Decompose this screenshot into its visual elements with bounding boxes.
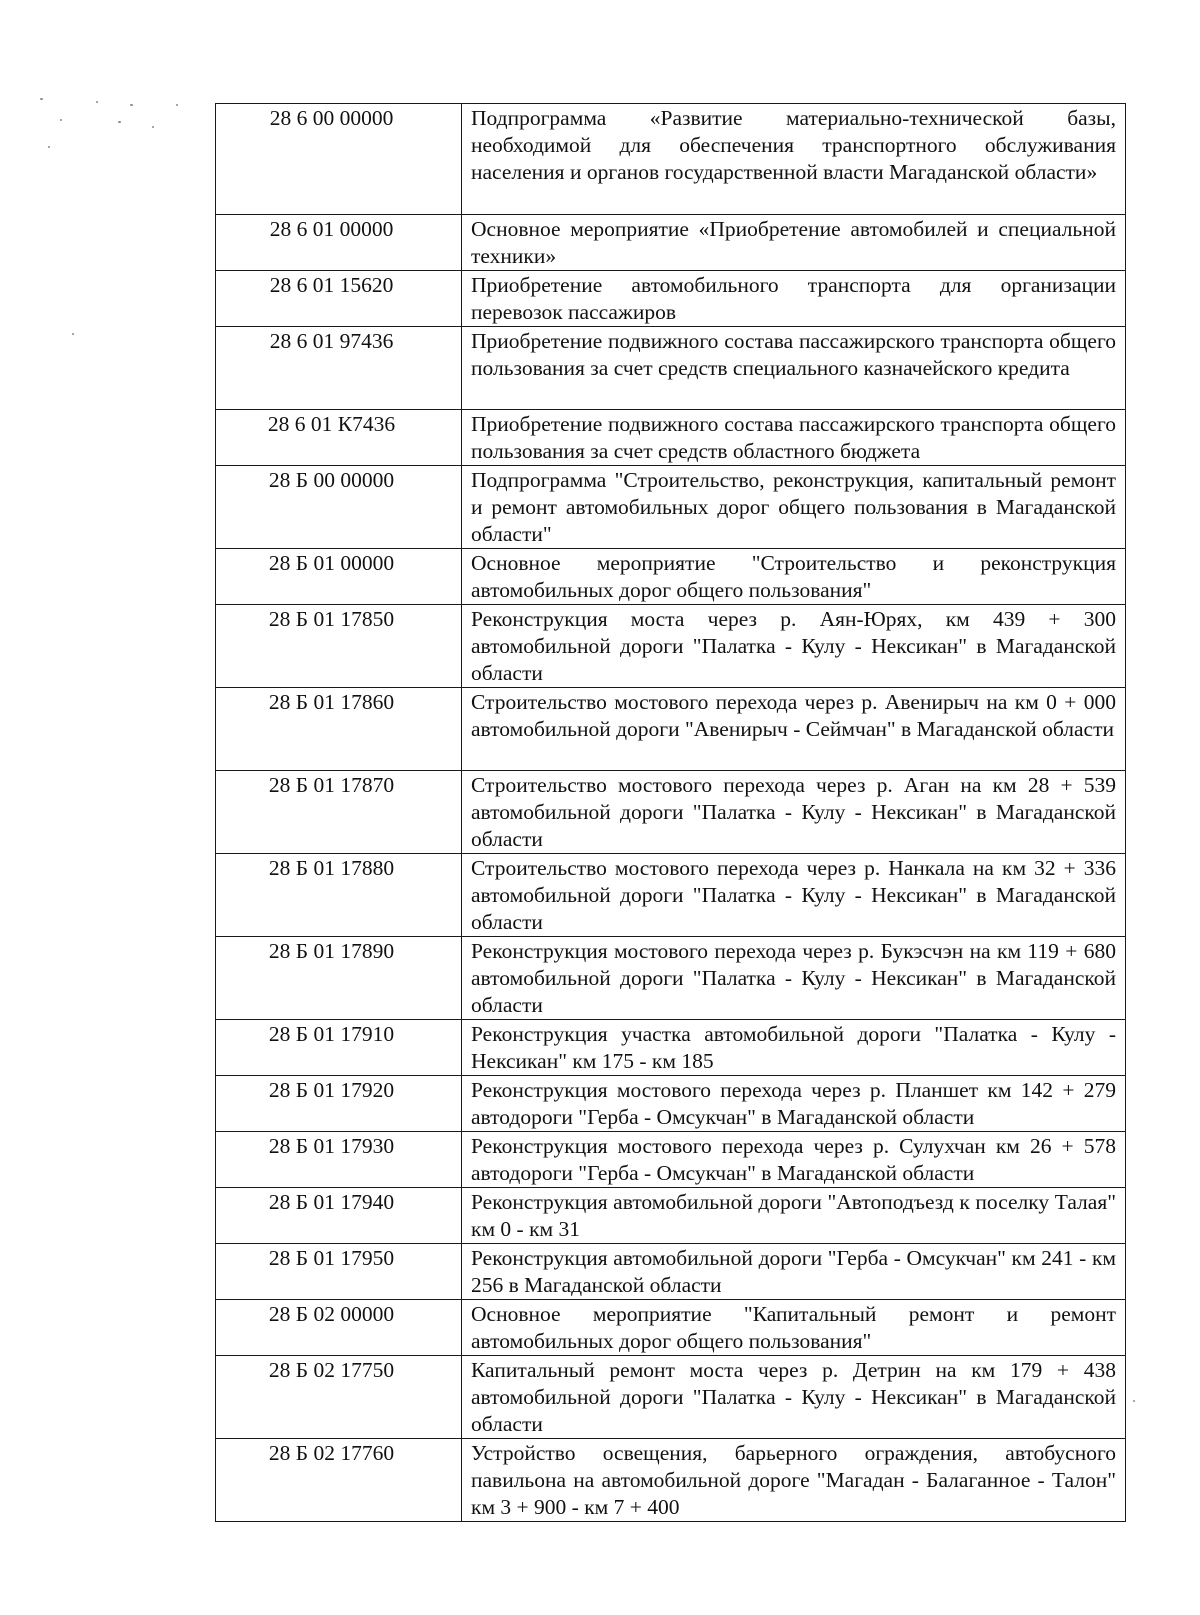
table-row: [216, 605, 1126, 688]
row-description: Подпрограмма "Строительство, реконструкция, капитальный ремонт и ремонт автомобильных дорог общего пользования в Магаданской области": [462, 466, 1126, 549]
row-code: 28 Б 00 00000: [216, 466, 462, 549]
row-description: Реконструкция моста через р. Аян-Юрях, км 439 + 300 автомобильной дороги "Палатка - Кулу - Нексикан" в Магаданской области: [462, 605, 1126, 688]
scan-speck: [60, 119, 62, 121]
row-description: Реконструкция участка автомобильной дороги "Палатка - Кулу - Нексикан" км 175 - км 185: [462, 1020, 1126, 1076]
row-code: 28 Б 02 00000: [216, 1300, 462, 1356]
row-description: Основное мероприятие "Капитальный ремонт и ремонт автомобильных дорог общего пользования": [462, 1300, 1126, 1356]
row-code: 28 Б 01 17850: [216, 605, 462, 688]
table-row: [216, 937, 1126, 1020]
row-description: Приобретение подвижного состава пассажирского транспорта общего пользования за счет средств областного бюджета: [462, 410, 1126, 466]
scan-speck: [48, 146, 50, 148]
row-code: 28 6 01 97436: [216, 327, 462, 410]
row-code: 28 Б 02 17760: [216, 1439, 462, 1522]
row-description: Строительство мостового перехода через р. Аган на км 28 + 539 автомобильной дороги "Палатка - Кулу - Нексикан" в Магаданской области: [462, 771, 1126, 854]
table-row: [216, 1244, 1126, 1300]
codes-table: [215, 103, 1126, 1522]
scan-speck: [96, 101, 98, 103]
table-row: [216, 1132, 1126, 1188]
row-code: 28 Б 01 17890: [216, 937, 462, 1020]
row-code: 28 Б 01 17880: [216, 854, 462, 937]
scan-speck: [118, 121, 121, 123]
table-row: [216, 1356, 1126, 1439]
row-code: 28 6 00 00000: [216, 104, 462, 215]
row-code: 28 Б 01 17950: [216, 1244, 462, 1300]
row-code: 28 Б 02 17750: [216, 1356, 462, 1439]
table-row: [216, 688, 1126, 771]
table-row: [216, 215, 1126, 271]
row-description: Приобретение подвижного состава пассажирского транспорта общего пользования за счет средств специального казначейского кредита: [462, 327, 1126, 410]
row-description: Реконструкция мостового перехода через р. Сулухчан км 26 + 578 автодороги "Герба - Омсукчан" в Магаданской области: [462, 1132, 1126, 1188]
table-row: [216, 549, 1126, 605]
table-row: [216, 271, 1126, 327]
row-code: 28 Б 01 17870: [216, 771, 462, 854]
row-description: Строительство мостового перехода через р. Нанкала на км 32 + 336 автомобильной дороги "Палатка - Кулу - Нексикан" в Магаданской области: [462, 854, 1126, 937]
scan-speck: [130, 104, 133, 106]
row-code: 28 Б 01 17930: [216, 1132, 462, 1188]
row-code: 28 6 01 00000: [216, 215, 462, 271]
table-row: [216, 327, 1126, 410]
scan-speck: [1133, 1400, 1135, 1402]
table-row: [216, 1300, 1126, 1356]
row-description: Реконструкция мостового перехода через р. Планшет км 142 + 279 автодороги "Герба - Омсукчан" в Магаданской области: [462, 1076, 1126, 1132]
row-code: 28 Б 01 17920: [216, 1076, 462, 1132]
row-code: 28 Б 01 17910: [216, 1020, 462, 1076]
table-row: [216, 104, 1126, 215]
row-description: Строительство мостового перехода через р. Авенирыч на км 0 + 000 автомобильной дороги "Авенирыч - Сеймчан" в Магаданской области: [462, 688, 1126, 771]
table-row: [216, 466, 1126, 549]
row-description: Реконструкция мостового перехода через р. Букэсчэн на км 119 + 680 автомобильной дороги "Палатка - Кулу - Нексикан" в Магаданской области: [462, 937, 1126, 1020]
row-code: 28 Б 01 17940: [216, 1188, 462, 1244]
row-description: Реконструкция автомобильной дороги "Автоподъезд к поселку Талая" км 0 - км 31: [462, 1188, 1126, 1244]
row-description: Основное мероприятие «Приобретение автомобилей и специальной техники»: [462, 215, 1126, 271]
table-row: [216, 854, 1126, 937]
row-code: 28 Б 01 17860: [216, 688, 462, 771]
row-description: Капитальный ремонт моста через р. Детрин на км 179 + 438 автомобильной дороги "Палатка - Кулу - Нексикан" в Магаданской области: [462, 1356, 1126, 1439]
row-description: Устройство освещения, барьерного ограждения, автобусного павильона на автомобильной дороге "Магадан - Балаганное - Талон" км 3 + 900 - км 7 + 400: [462, 1439, 1126, 1522]
scan-speck: [72, 333, 74, 335]
row-description: Основное мероприятие "Строительство и реконструкция автомобильных дорог общего пользования": [462, 549, 1126, 605]
row-description: Приобретение автомобильного транспорта для организации перевозок пассажиров: [462, 271, 1126, 327]
table-row: [216, 1188, 1126, 1244]
table-row: [216, 410, 1126, 466]
scan-speck: [40, 98, 43, 100]
table-row: [216, 1076, 1126, 1132]
table-row: [216, 771, 1126, 854]
table-row: [216, 1439, 1126, 1522]
row-code: 28 6 01 15620: [216, 271, 462, 327]
row-code: 28 6 01 К7436: [216, 410, 462, 466]
scan-speck: [176, 104, 178, 106]
row-description: Реконструкция автомобильной дороги "Герба - Омсукчан" км 241 - км 256 в Магаданской области: [462, 1244, 1126, 1300]
table-row: [216, 1020, 1126, 1076]
scan-speck: [152, 126, 154, 128]
row-description: Подпрограмма «Развитие материально-технической базы, необходимой для обеспечения транспортного обслуживания населения и органов государственной власти Магаданской области»: [462, 104, 1126, 215]
row-code: 28 Б 01 00000: [216, 549, 462, 605]
